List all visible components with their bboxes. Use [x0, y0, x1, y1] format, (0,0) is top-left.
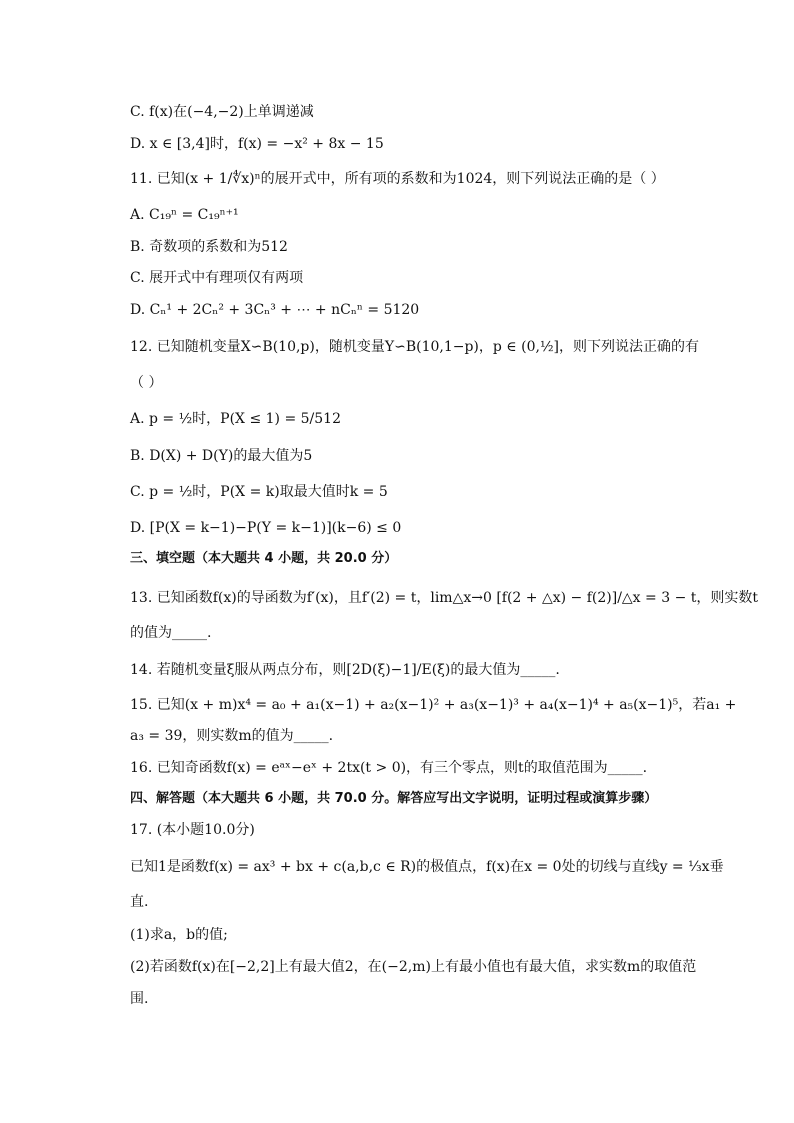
option-a-q12: A. p = ½时，P(X ≤ 1) = 5/512 [130, 411, 341, 427]
question-15: 15. 已知(x + m)x⁴ = a₀ + a₁(x−1) + a₂(x−1)² + a₃(x−1)³ + a₄(x−1)⁴ + a₅(x−1)⁵，若a₁ + [130, 697, 737, 713]
question-17-part-2-cont: 围. [130, 991, 149, 1007]
question-13: 13. 已知函数f(x)的导函数为f′(x)，且f′(2) = t，lim△x→0 [f(2 + △x) − f(2)]/△x = 3 − t，则实数t [130, 590, 758, 606]
question-12: 12. 已知随机变量X∽B(10,p)，随机变量Y∽B(10,1−p)，p ∈ (0,½]，则下列说法正确的有 [130, 339, 699, 355]
question-15-cont: a₃ = 39，则实数m的值为_____. [130, 728, 334, 744]
question-17-header: 17. (本小题10.0分) [130, 822, 255, 838]
question-17-body-cont: 直. [130, 894, 149, 910]
question-12-bracket: （ ） [130, 375, 163, 391]
option-c-q10: C. f(x)在(−4,−2)上单调递减 [130, 104, 314, 120]
option-c-q12: C. p = ½时，P(X = k)取最大值时k = 5 [130, 484, 388, 500]
option-c-q11: C. 展开式中有理项仅有两项 [130, 270, 304, 286]
question-16: 16. 已知奇函数f(x) = eᵃˣ−eˣ + 2tx(t > 0)，有三个零点，则t的取值范围为_____. [130, 760, 648, 776]
question-17-part-2: (2)若函数f(x)在[−2,2]上有最大值2，在(−2,m)上有最小值也有最大值，求实数m的取值范 [130, 959, 697, 975]
option-a-q11: A. C₁₉ⁿ = C₁₉ⁿ⁺¹ [130, 207, 239, 223]
question-17-body: 已知1是函数f(x) = ax³ + bx + c(a,b,c ∈ R)的极值点，f(x)在x = 0处的切线与直线y = ⅓x垂 [130, 859, 724, 875]
question-14: 14. 若随机变量ξ服从两点分布，则[2D(ξ)−1]/E(ξ)的最大值为_____. [130, 662, 560, 678]
question-13-cont: 的值为_____. [130, 625, 212, 641]
option-b-q12: B. D(X) + D(Y)的最大值为5 [130, 448, 313, 464]
option-d-q11: D. Cₙ¹ + 2Cₙ² + 3Cₙ³ + ⋯ + nCₙⁿ = 5120 [130, 302, 420, 318]
section-answer-heading: 四、解答题（本大题共 6 小题，共 70.0 分。解答应写出文字说明，证明过程或演算步骤） [130, 791, 658, 806]
question-11: 11. 已知(x + 1/∜x)ⁿ的展开式中，所有项的系数和为1024，则下列说法正确的是（ ） [130, 171, 665, 187]
question-17-part-1: (1)求a，b的值; [130, 927, 228, 943]
option-d-q10: D. x ∈ [3,4]时，f(x) = −x² + 8x − 15 [130, 136, 384, 152]
option-d-q12: D. [P(X = k−1)−P(Y = k−1)](k−6) ≤ 0 [130, 520, 402, 536]
section-fill-blank-heading: 三、填空题（本大题共 4 小题，共 20.0 分） [130, 551, 398, 566]
option-b-q11: B. 奇数项的系数和为512 [130, 239, 288, 255]
